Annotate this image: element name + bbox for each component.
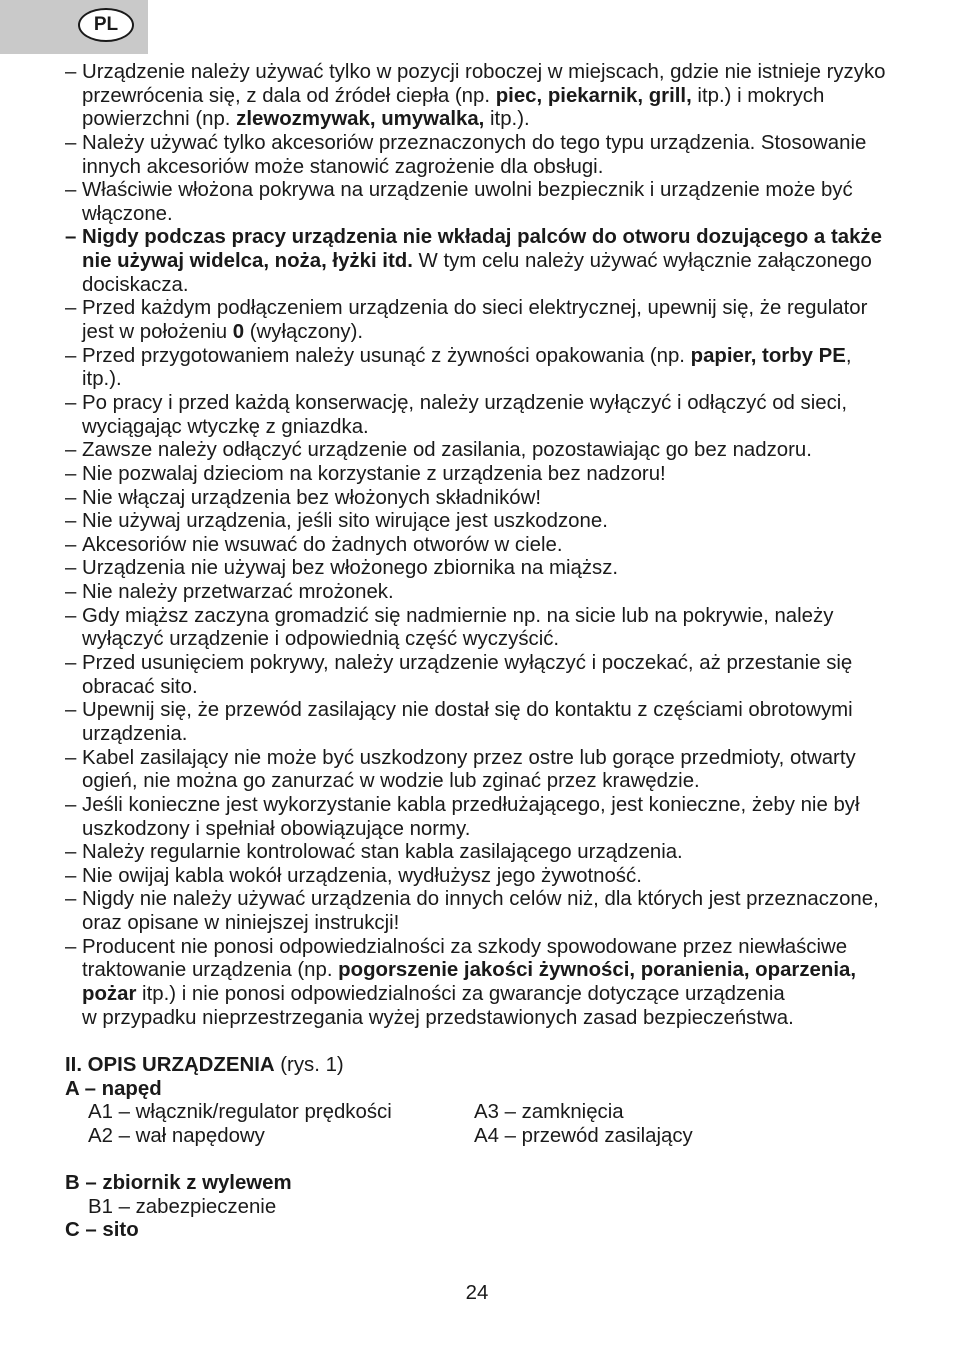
bold-text: Nigdy podczas pracy urządzenia nie wkładaj palców do otworu dozującego a także	[82, 226, 882, 249]
text-line	[82, 1007, 925, 1031]
text-line	[82, 557, 925, 581]
safety-rule	[65, 179, 925, 226]
text-run: Przed każdym podłączeniem urządzenia do sieci elektrycznej, upewnij się, że regulator	[82, 297, 868, 320]
list-marker: –	[65, 935, 77, 958]
text-run: itp.).	[82, 368, 122, 391]
section-heading	[65, 1054, 925, 1078]
text-line	[82, 912, 925, 936]
list-marker: –	[65, 61, 77, 83]
safety-rule	[65, 534, 925, 558]
bold-text: papier, torby PE	[690, 344, 846, 367]
text-line	[82, 510, 925, 534]
part-label: A3 – zamknięcia	[474, 1101, 624, 1124]
safety-rule	[65, 392, 925, 439]
part-group	[65, 1172, 925, 1219]
text-run: Akcesoriów nie wsuwać do żadnych otworów w ciele.	[82, 533, 563, 556]
safety-rule	[65, 132, 925, 179]
safety-rule-text	[82, 179, 925, 226]
text-run: powierzchni (np.	[82, 108, 237, 131]
list-marker: –	[65, 699, 77, 722]
text-run: Urządzenia nie używaj bez włożonego zbiornika na miąższ.	[82, 557, 619, 580]
list-marker: –	[65, 297, 77, 320]
list-marker: –	[65, 344, 77, 367]
part-row	[65, 1196, 925, 1220]
bold-text: piec, piekarnik, grill,	[495, 84, 692, 107]
part-row	[65, 1125, 925, 1149]
text-run: Po pracy i przed każdą konserwację, należy urządzenie wyłączyć i odłączyć od sieci,	[82, 391, 847, 414]
text-line	[82, 841, 925, 865]
list-marker: –	[65, 746, 77, 769]
text-run: Producent nie ponosi odpowiedzialności za szkody spowodowane przez niewłaściwe	[82, 935, 848, 958]
bold-text: 0	[232, 321, 245, 344]
text-run: wyciągając wtyczkę z gniazdka.	[82, 415, 369, 438]
list-marker: –	[65, 533, 77, 556]
text-line	[82, 676, 925, 700]
parts-list	[65, 1078, 925, 1243]
text-line	[82, 818, 925, 842]
list-marker: –	[65, 462, 77, 485]
safety-rule-text	[82, 605, 925, 652]
list-marker: –	[65, 888, 77, 911]
bold-text: nie używaj widelca, noża, łyżki itd.	[82, 250, 413, 273]
text-run: obracać sito.	[82, 675, 198, 698]
text-line	[82, 794, 925, 818]
text-line	[82, 959, 925, 983]
text-run: Upewnij się, że przewód zasilający nie dostał się do kontaktu z częściami obrotowymi	[82, 699, 853, 722]
safety-rule-text	[82, 132, 925, 179]
text-run: Kabel zasilający nie może być uszkodzony przez ostre lub gorące przedmioty, otwarty	[82, 746, 856, 769]
text-run: Nie włączaj urządzenia bez włożonych składników!	[82, 486, 542, 509]
text-run: Nie należy przetwarzać mrożonek.	[82, 581, 394, 604]
safety-rule	[65, 581, 925, 605]
text-run: dociskacza.	[82, 273, 189, 296]
text-run: Urządzenie należy używać tylko w pozycji roboczej w miejscach, gdzie nie istnieje ryzyko	[82, 61, 886, 83]
safety-rule	[65, 439, 925, 463]
text-run: Gdy miąższ zaczyna gromadzić się nadmiernie np. na sicie lub na pokrywie, należy	[82, 604, 834, 627]
part-group	[65, 1219, 925, 1243]
page-content	[65, 61, 925, 1243]
text-line	[82, 132, 925, 156]
text-line	[82, 747, 925, 771]
list-marker: –	[65, 226, 77, 249]
safety-rule	[65, 297, 925, 344]
part-label: A1 – włącznik/regulator prędkości	[88, 1101, 392, 1124]
list-marker: –	[65, 510, 77, 533]
bold-text: pogorszenie jakości żywności, poranienia, oparzenia,	[338, 959, 857, 982]
safety-rule-text	[82, 61, 925, 132]
text-run: Należy używać tylko akcesoriów przeznaczonych do tego typu urządzenia. Stosowanie	[82, 131, 867, 154]
text-line	[82, 203, 925, 227]
text-run: Właściwie włożona pokrywa na urządzenie uwolni bezpiecznik i urządzenie może być	[82, 179, 853, 202]
bold-text: zlewozmywak, umywalka,	[236, 108, 485, 131]
part-label: B1 – zabezpieczenie	[88, 1195, 277, 1218]
text-line	[82, 61, 925, 85]
text-run: urządzenia.	[82, 722, 188, 745]
list-marker: –	[65, 793, 77, 816]
text-line	[82, 936, 925, 960]
text-line	[82, 392, 925, 416]
safety-rule-text	[82, 581, 925, 605]
text-run: Nie owijaj kabla wokół urządzenia, wydłużysz jego żywotność.	[82, 864, 642, 887]
safety-rule-text	[82, 392, 925, 439]
text-run: Nie pozwalaj dzieciom na korzystanie z urządzenia bez nadzoru!	[82, 462, 666, 485]
safety-rule-text	[82, 297, 925, 344]
text-run: ,	[845, 344, 852, 367]
safety-rule-text	[82, 487, 925, 511]
list-marker: –	[65, 179, 77, 202]
text-line	[82, 321, 925, 345]
text-line	[82, 605, 925, 629]
text-line	[82, 865, 925, 889]
safety-rule-text	[82, 936, 925, 1031]
part-label: A2 – wał napędowy	[88, 1124, 265, 1147]
text-line	[82, 179, 925, 203]
section-heading-title: II. OPIS URZĄDZENIA	[65, 1053, 275, 1076]
list-marker: –	[65, 486, 77, 509]
safety-rule	[65, 747, 925, 794]
text-line	[82, 274, 925, 298]
text-run: włączone.	[82, 202, 173, 225]
part-group	[65, 1078, 925, 1149]
text-line	[82, 723, 925, 747]
text-run: jest w położeniu	[82, 321, 233, 344]
language-tab	[0, 0, 148, 54]
text-run: innych akcesoriów może stanowić zagrożenie dla obsługi.	[82, 155, 604, 178]
safety-rule-text	[82, 652, 925, 699]
safety-rule-text	[82, 557, 925, 581]
text-run: traktowanie urządzenia (np.	[82, 959, 339, 982]
text-run: (wyłączony).	[244, 321, 364, 344]
safety-rule	[65, 557, 925, 581]
page-number: 24	[465, 1282, 489, 1304]
list-marker: –	[65, 131, 77, 154]
safety-rule	[65, 463, 925, 487]
list-marker: –	[65, 557, 77, 580]
language-badge: PL	[78, 8, 134, 42]
safety-rule-text	[82, 534, 925, 558]
text-line	[82, 368, 925, 392]
text-run: Jeśli konieczne jest wykorzystanie kabla przedłużającego, jest konieczne, żeby nie był	[82, 793, 860, 816]
safety-rule	[65, 345, 925, 392]
safety-rule-text	[82, 747, 925, 794]
text-run: W tym celu należy używać wyłącznie załączonego	[412, 250, 872, 273]
safety-rule	[65, 888, 925, 935]
text-line	[82, 85, 925, 109]
text-run: wyłączyć urządzenie i odpowiednią część wyczyścić.	[82, 628, 560, 651]
safety-rule	[65, 226, 925, 297]
safety-rule	[65, 699, 925, 746]
text-run: w przypadku nieprzestrzegania wyżej przedstawionych zasad bezpieczeństwa.	[82, 1006, 794, 1029]
text-run: przewrócenia się, z dala od źródeł ciepła (np.	[82, 84, 496, 107]
text-run: Zawsze należy odłączyć urządzenie od zasilania, pozostawiając go bez nadzoru.	[82, 439, 812, 462]
list-marker: –	[65, 652, 77, 675]
text-run: Należy regularnie kontrolować stan kabla zasilającego urządzenia.	[82, 841, 683, 864]
text-line	[82, 983, 925, 1007]
safety-rule	[65, 865, 925, 889]
text-run: Nigdy nie należy używać urządzenia do innych celów niż, dla których jest przeznaczone,	[82, 888, 879, 911]
safety-rule-text	[82, 841, 925, 865]
safety-rule-text	[82, 439, 925, 463]
list-marker: –	[65, 604, 77, 627]
text-line	[82, 770, 925, 794]
list-marker: –	[65, 841, 77, 864]
figure-reference: (rys. 1)	[280, 1053, 344, 1076]
bold-text: pożar	[82, 982, 137, 1005]
safety-rule-text	[82, 699, 925, 746]
text-run: uszkodzony i spełniał obowiązujące normy.	[82, 817, 471, 840]
text-run: oraz opisane w niniejszej instrukcji!	[82, 912, 400, 935]
safety-rule	[65, 487, 925, 511]
text-line	[82, 108, 925, 132]
device-description	[65, 1054, 925, 1243]
text-line	[82, 345, 925, 369]
text-line	[82, 416, 925, 440]
text-line	[82, 226, 925, 250]
text-line	[82, 156, 925, 180]
part-row	[65, 1101, 925, 1125]
safety-rule	[65, 605, 925, 652]
text-line	[82, 581, 925, 605]
text-line	[82, 628, 925, 652]
safety-rule-text	[82, 510, 925, 534]
text-run: ogień, nie można go zanurzać w wodzie lub zginać przez krawędzie.	[82, 770, 700, 793]
safety-rule-text	[82, 794, 925, 841]
text-line	[82, 699, 925, 723]
safety-rule-text	[82, 865, 925, 889]
text-line	[82, 652, 925, 676]
text-run: itp.).	[484, 108, 530, 131]
safety-rule	[65, 652, 925, 699]
safety-rule	[65, 61, 925, 132]
text-run: itp.) i mokrych	[691, 84, 825, 107]
list-marker: –	[65, 439, 77, 462]
text-line	[82, 888, 925, 912]
safety-rule-text	[82, 463, 925, 487]
text-line	[82, 439, 925, 463]
safety-rule-text	[82, 226, 925, 297]
part-group-title: B – zbiornik z wylewem	[65, 1172, 292, 1195]
safety-instructions-list	[65, 61, 925, 1030]
list-marker: –	[65, 864, 77, 887]
text-run: Nie używaj urządzenia, jeśli sito wirujące jest uszkodzone.	[82, 510, 608, 533]
part-label: A4 – przewód zasilający	[474, 1124, 693, 1147]
safety-rule	[65, 510, 925, 534]
safety-rule	[65, 794, 925, 841]
text-run: Przed przygotowaniem należy usunąć z żywności opakowania (np.	[82, 344, 691, 367]
safety-rule-text	[82, 888, 925, 935]
safety-rule	[65, 841, 925, 865]
text-line	[82, 250, 925, 274]
list-marker: –	[65, 391, 77, 414]
safety-rule-text	[82, 345, 925, 392]
list-marker: –	[65, 581, 77, 604]
text-run: itp.) i nie ponosi odpowiedzialności za gwarancje dotyczące urządzenia	[136, 982, 785, 1005]
part-group-title: A – napęd	[65, 1077, 162, 1100]
text-run: Przed usunięciem pokrywy, należy urządzenie wyłączyć i poczekać, aż przestanie się	[82, 652, 853, 675]
text-line	[82, 463, 925, 487]
text-line	[82, 297, 925, 321]
text-line	[82, 487, 925, 511]
part-group-title: C – sito	[65, 1219, 139, 1242]
text-line	[82, 534, 925, 558]
safety-rule	[65, 936, 925, 1031]
